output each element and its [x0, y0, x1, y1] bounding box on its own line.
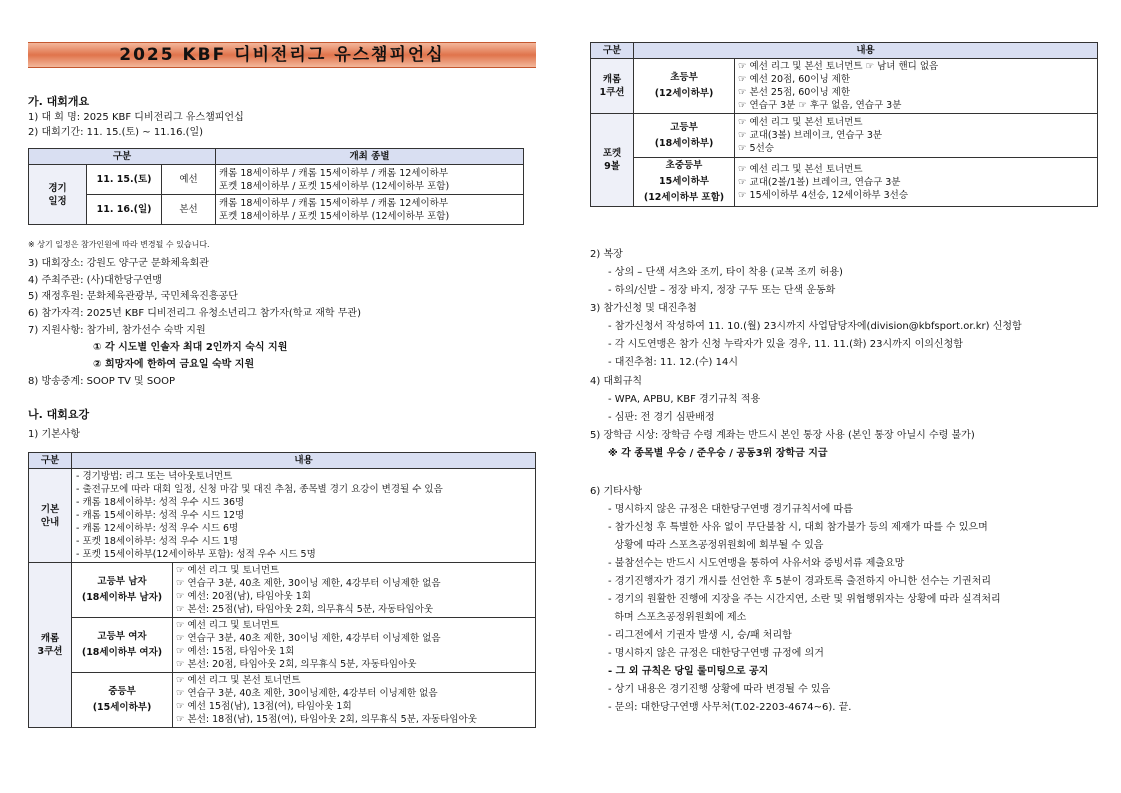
division-rules [173, 563, 536, 618]
rule-line: ☞ 본선: 18점(남), 15점(여), 타임아웃 2회, 의무휴식 5분, 자동타임아웃 [176, 714, 477, 725]
overview-item: 1) 대 회 명: 2025 KBF 디비전리그 유스챔피언십 [28, 112, 244, 123]
rule-line: ☞ 15세이하부 4선승, 12세이하부 3선승 [738, 189, 909, 201]
rule-line: ☞ 교대(2볼/1볼) 브레이크, 연습구 3분 [738, 176, 901, 188]
carom3-label: 캐롬 3쿠션 [29, 563, 72, 728]
event-line: 포켓 18세이하부 / 포켓 15세이하부 (12세이하부 포함) [219, 210, 450, 222]
schedule-date: 11. 15.(토) [87, 165, 162, 195]
rule-line: ☞ 예선 리그 및 본선 토너먼트 ☞ 남녀 핸디 없음 [738, 61, 939, 72]
section-line: - 불참선수는 반드시 시도연맹을 통하여 사유서와 증빙서류 제출요망 [608, 558, 905, 569]
rule-line: ☞ 본선 25점, 60이닝 제한 [738, 87, 851, 98]
guide-heading: 나. 대회요강 [28, 408, 90, 421]
section-line: - 하의/신발 – 정장 바지, 정장 구두 또는 단색 운동화 [608, 285, 836, 296]
right-rules-table [590, 42, 1098, 207]
schedule-events [216, 195, 524, 225]
section-title: 6) 기타사항 [590, 486, 643, 497]
section-line: - 경기진행자가 경기 개시를 선언한 후 5분이 경과토록 출전하지 아니한 선수는 기권처리 [608, 576, 992, 587]
division-rules [735, 114, 1098, 158]
section-line: - 리그전에서 기권자 발생 시, 승/패 처리함 [608, 630, 792, 641]
overview-item: 4) 주최주관: (사)대한당구연맹 [28, 275, 163, 286]
rule-line: ☞ 본선: 25점(남), 타임아웃 2회, 의무휴식 5분, 자동타임아웃 [176, 604, 434, 615]
section-line: - 상기 내용은 경기진행 상황에 따라 변경될 수 있음 [608, 684, 831, 695]
section-line: 하며 스포츠공정위원회에 제소 [608, 612, 747, 623]
division-rules [735, 158, 1098, 207]
section-line: - 심판: 전 경기 심판배정 [608, 412, 715, 423]
section-line: - 참가신청서 작성하여 11. 10.(월) 23시까지 사업담당자에(division@kbfsport.or.kr) 신청함 [608, 321, 1022, 332]
schedule-type: 본선 [162, 195, 216, 225]
overview-item: 7) 지원사항: 참가비, 참가선수 숙박 지원 [28, 325, 206, 336]
carom1-label: 캐롬 1쿠션 [591, 59, 634, 114]
rule-line: ☞ 예선 리그 및 본선 토너먼트 [738, 117, 863, 128]
schedule-group-label: 경기 일정 [29, 165, 87, 225]
overview-item: 5) 재정후원: 문화체육관광부, 국민체육진흥공단 [28, 291, 238, 302]
guide-table [28, 452, 536, 728]
event-line: 포켓 18세이하부 / 포켓 15세이하부 (12세이하부 포함) [219, 180, 450, 192]
overview-item: 6) 참가자격: 2025년 KBF 디비전리그 유청소년리그 참가자(학교 재학 무관) [28, 308, 361, 319]
section-line: - 명시하지 않은 규정은 대한당구연맹 경기규칙서에 따름 [608, 504, 853, 515]
event-line: 캐롬 18세이하부 / 캐롬 15세이하부 / 캐롬 12세이하부 [219, 167, 448, 179]
rule-meeting-note: - 그 외 규칙은 당일 룰미팅으로 공지 [608, 666, 769, 677]
division-name: 초중등부 15세이하부 (12세이하부 포함) [634, 158, 735, 207]
rule-line: ☞ 예선: 20점(남), 타임아웃 1회 [176, 591, 311, 602]
schedule-header-category: 구분 [29, 149, 216, 165]
section-line: 상황에 따라 스포츠공정위원회에 회부될 수 있음 [608, 540, 824, 551]
guide-header-content: 내용 [72, 453, 536, 469]
schedule-events [216, 165, 524, 195]
overview-item: 3) 대회장소: 강원도 양구군 문화체육회관 [28, 258, 209, 269]
division-rules [173, 618, 536, 673]
basic-line: - 캐롬 12세이하부: 성적 우수 시드 6명 [76, 523, 239, 534]
support-item: ① 각 시도별 인솔자 최대 2인까지 숙식 지원 [93, 342, 288, 353]
basic-label: 기본 안내 [29, 469, 72, 563]
rule-line: ☞ 연습구 3분, 40초 제한, 30이닝 제한, 4강부터 이닝제한 없음 [176, 578, 441, 589]
right-header-content: 내용 [634, 43, 1098, 59]
basic-line: - 출전규모에 따라 대회 일정, 신청 마감 및 대진 추첨, 종목별 경기 요강이 변경될 수 있음 [76, 484, 443, 495]
section-line: - 각 시도연맹은 참가 신청 누락자가 있을 경우, 11. 11.(화) 23시까지 이의신청함 [608, 339, 963, 350]
section-title: 4) 대회규칙 [590, 376, 643, 387]
event-line: 캐롬 18세이하부 / 캐롬 15세이하부 / 캐롬 12세이하부 [219, 197, 448, 209]
pocket-label: 포켓 9볼 [591, 114, 634, 207]
guide-subheading: 1) 기본사항 [28, 429, 81, 440]
rule-line: ☞ 본선: 20점, 타임아웃 2회, 의무휴식 5분, 자동타임아웃 [176, 659, 417, 670]
page-title: 2025 KBF 디비전리그 유스챔피언십 [28, 42, 536, 68]
division-rules [173, 673, 536, 728]
rule-line: ☞ 연습구 3분, 40초 제한, 30이닝 제한, 4강부터 이닝제한 없음 [176, 633, 441, 644]
section-title: 3) 참가신청 및 대진추첨 [590, 303, 697, 314]
overview-item: 8) 방송중계: SOOP TV 및 SOOP [28, 376, 176, 387]
division-name: 고등부 (18세이하부) [634, 114, 735, 158]
rule-line: ☞ 예선 리그 및 토너먼트 [176, 565, 280, 576]
basic-line: - 캐롬 15세이하부: 성적 우수 시드 12명 [76, 510, 245, 521]
basic-content [72, 469, 536, 563]
guide-header-category: 구분 [29, 453, 72, 469]
right-header-category: 구분 [591, 43, 634, 59]
basic-line: - 포켓 15세이하부(12세이하부 포함): 성적 우수 시드 5명 [76, 549, 316, 560]
section-line: - WPA, APBU, KBF 경기규칙 적용 [608, 394, 761, 405]
section-line: - 대진추첨: 11. 12.(수) 14시 [608, 357, 738, 368]
section-title: 2) 복장 [590, 249, 623, 260]
basic-line: - 경기방법: 리그 또는 녁아웃토너먼트 [76, 471, 233, 482]
rule-line: ☞ 5선승 [738, 143, 774, 154]
rule-line: ☞ 예선 20점, 60이닝 제한 [738, 74, 851, 85]
schedule-note: ※ 상기 일정은 참가인원에 따라 변경될 수 있습니다. [28, 240, 210, 249]
schedule-header-events: 개최 종별 [216, 149, 524, 165]
schedule-type: 예선 [162, 165, 216, 195]
section-line: - 경기의 원활한 진행에 지장을 주는 시간지연, 소란 및 위협행위자는 상황에 따라 실격처리 [608, 594, 1001, 605]
division-name: 중등부 (15세이하부) [72, 673, 173, 728]
rule-line: ☞ 예선 리그 및 본선 토너먼트 [738, 163, 863, 175]
overview-heading: 가. 대회개요 [28, 95, 90, 108]
contact-line: - 문의: 대한당구연맹 사무처(T.02-2203-4674~6). 끝. [608, 702, 852, 713]
rule-line: ☞ 연습구 3분, 40초 제한, 30이닝제한, 4강부터 이닝제한 없음 [176, 688, 438, 699]
rule-line: ☞ 연습구 3분 ☞ 후구 없음, 연습구 3분 [738, 100, 902, 111]
division-rules [735, 59, 1098, 114]
scholarship-note: ※ 각 종목별 우승 / 준우승 / 공동3위 장학금 지급 [608, 448, 828, 459]
rule-line: ☞ 예선 15점(남), 13점(여), 타임아웃 1회 [176, 701, 352, 712]
section-line: - 명시하지 않은 규정은 대한당구연맹 규정에 의거 [608, 648, 824, 659]
basic-line: - 캐롬 18세이하부: 성적 우수 시드 36명 [76, 497, 245, 508]
rule-line: ☞ 교대(3볼) 브레이크, 연습구 3분 [738, 130, 883, 141]
section-line: - 상의 – 단색 셔츠와 조끼, 타이 착용 (교복 조끼 허용) [608, 267, 843, 278]
support-item: ② 희망자에 한하여 금요일 숙박 지원 [93, 359, 255, 370]
basic-line: - 포켓 18세이하부: 성적 우수 시드 1명 [76, 536, 239, 547]
section-title: 5) 장학금 시상: 장학금 수령 계좌는 반드시 본인 통장 사용 (본인 통장 아닐시 수령 불가) [590, 430, 975, 441]
rule-line: ☞ 예선: 15점, 타임아웃 1회 [176, 646, 295, 657]
division-name: 고등부 남자 (18세이하부 남자) [72, 563, 173, 618]
rule-line: ☞ 예선 리그 및 본선 토너먼트 [176, 675, 301, 686]
overview-item: 2) 대회기간: 11. 15.(토) ~ 11.16.(일) [28, 127, 204, 138]
division-name: 고등부 여자 (18세이하부 여자) [72, 618, 173, 673]
division-name: 초등부 (12세이하부) [634, 59, 735, 114]
schedule-table [28, 148, 524, 225]
schedule-date: 11. 16.(일) [87, 195, 162, 225]
rule-line: ☞ 예선 리그 및 토너먼트 [176, 620, 280, 631]
section-line: - 참가신청 후 특별한 사유 없이 무단불참 시, 대회 참가불가 등의 제재가 따를 수 있으며 [608, 522, 988, 533]
